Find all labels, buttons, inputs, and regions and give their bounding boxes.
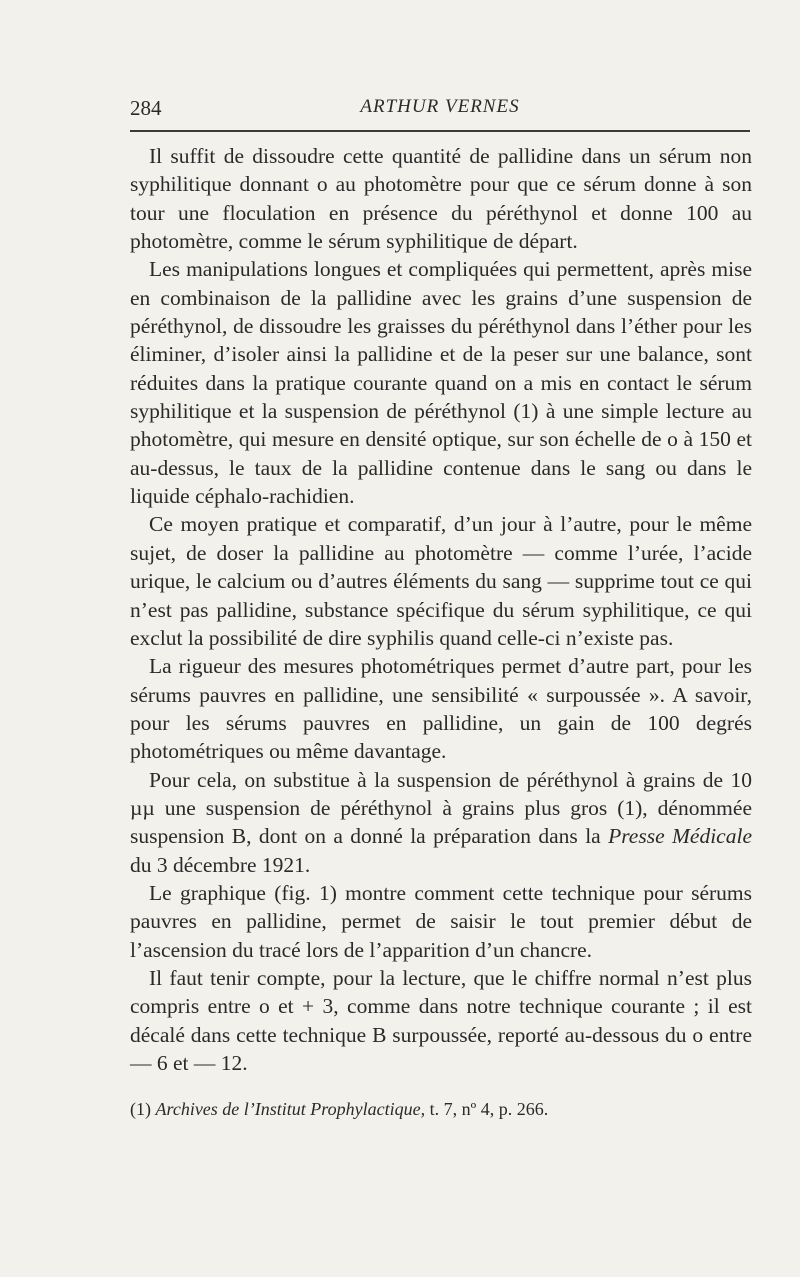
footnote-marker: (1) — [130, 1099, 156, 1119]
paragraph: Il suffit de dissoudre cette quantité de pallidine dans un sérum non syphilitique donnant o au photomètre pour que ce sérum donne à son tour une floculation en présence du péréthynol et donne 100 au photomètre, comme le sérum syphilitique de départ. — [130, 144, 752, 254]
running-title: ARTHUR VERNES — [360, 96, 520, 117]
paragraph-text: Pour cela, on substitue à la suspension de péréthynol à grains de 10 µµ une suspension de péréthynol à grains plus gros (1), dénommée suspension B, dont on a donné la préparation dans la — [130, 767, 752, 849]
paragraph: Ce moyen pratique et comparatif, d’un jour à l’autre, pour le même sujet, de doser la pallidine au photomètre — comme l’urée, l’acide urique, le calcium ou d’autres éléments du sang — supprime tout ce qui n’est pas pallidine, substance spécifique du sérum syphilitique, ce qui exclut la possibilité de dire syphilis quand celle-ci n’existe pas. — [130, 512, 752, 650]
footnote-details: t. 7, nº 4, p. 266. — [425, 1099, 549, 1119]
paragraph: Le graphique (fig. 1) montre comment cette technique pour sérums pauvres en pallidine, permet de saisir le tout premier début de l’ascension du tracé lors de l’apparition d’un chancre. — [130, 880, 752, 962]
paragraph — [130, 766, 752, 879]
paragraph-text: du 3 décembre 1921. — [130, 852, 311, 877]
footnote-source: Archives de l’Institut Prophylactique, — [155, 1099, 426, 1119]
paragraph: Les manipulations longues et compliquées qui permettent, après mise en combinaison de la pallidine avec les grains d’une suspension de péréthynol, de dissoudre les graisses du péréthynol dans l’éther pour les éliminer, d’isoler ainsi la pallidine et de la peser sur une balance, sont réduites dans la pratique courante quand on a mis en contact le sérum syphilitique et la suspension de péréthynol (1) à une simple lecture au photomètre, qui mesure en densité optique, sur son échelle de o à 150 et au-dessus, le taux de la pallidine contenue dans le sang ou dans le liquide céphalo-rachidien. — [130, 257, 752, 509]
paragraph: La rigueur des mesures photométriques permet d’autre part, pour les sérums pauvres en pallidine, une sensibilité « surpoussée ». A savoir, pour les sérums pauvres en pallidine, un gain de 100 degrés photométriques ou même davantage. — [130, 654, 752, 764]
paragraph: Il faut tenir compte, pour la lecture, que le chiffre normal n’est plus compris entre o et + 3, comme dans notre technique courante ; il est décalé dans cette technique B surpoussée, reporté au-dessous du o entre — 6 et — 12. — [130, 965, 752, 1075]
footnote — [130, 1097, 752, 1121]
body-text — [130, 142, 752, 1077]
journal-title: Presse Médicale — [608, 824, 752, 849]
page-header — [130, 96, 750, 132]
header-rule — [130, 130, 750, 132]
page-number: 284 — [130, 96, 162, 120]
